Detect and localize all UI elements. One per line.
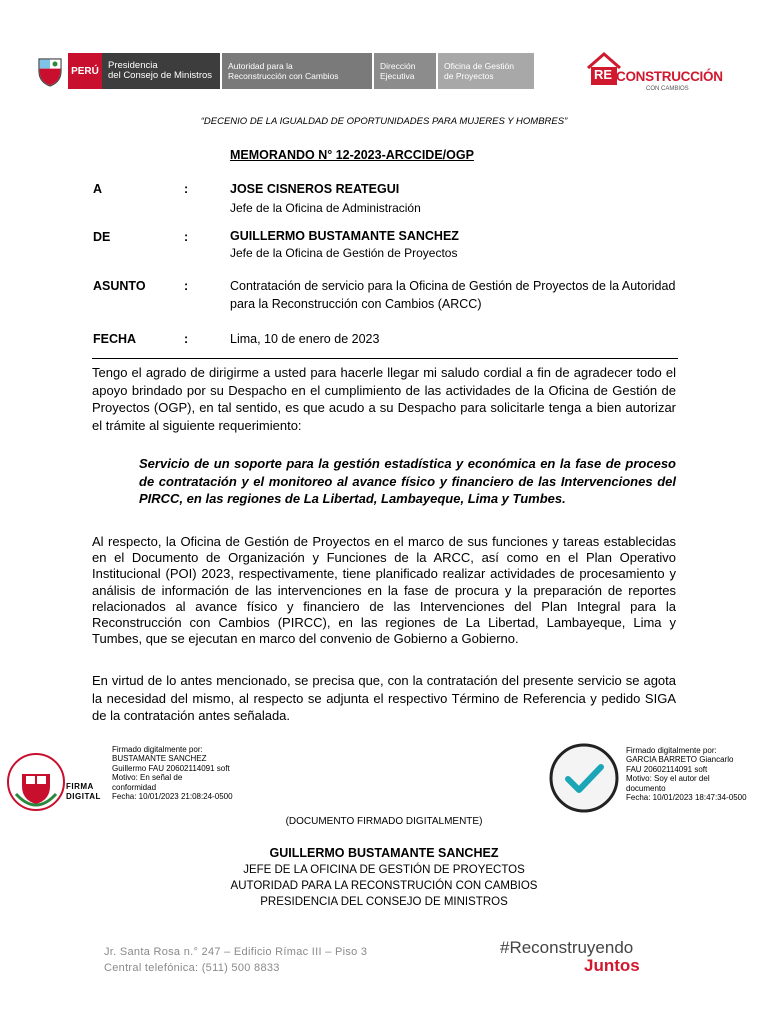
phone-line: Central telefónica: (511) 500 8833 (104, 962, 280, 974)
ogp-segment (438, 53, 534, 89)
signature-check-icon (548, 742, 620, 814)
to-role: Jefe de la Oficina de Administración (230, 201, 421, 215)
from-name: GUILLERMO BUSTAMANTE SANCHEZ (230, 229, 459, 243)
date-label: FECHA (93, 332, 137, 346)
footer-juntos: Juntos (584, 956, 640, 975)
arcc-label: Autoridad para la Reconstrucción con Cambios (228, 61, 339, 81)
paragraph-3: En virtud de lo antes mencionado, se precisa que, con la contratación del presente servicio se agota la necesidad del mismo, al respecto se adjunta el respectivo Término de Referencia y pedido SIGA de la contratación antes señalada. (92, 673, 676, 723)
ogp-label: Oficina de Gestión de Proyectos (444, 61, 514, 81)
sig-right-line: Fecha: 10/01/2023 18:47:34-0500 (626, 793, 747, 803)
direccion-segment (374, 53, 436, 89)
address-line: Jr. Santa Rosa n.° 247 – Edificio Rímac III – Piso 3 (104, 946, 368, 958)
signer-name: GUILLERMO BUSTAMANTE SANCHEZ (269, 846, 499, 860)
sig-left-line: Guillermo FAU 20602114091 soft (112, 763, 230, 773)
pcm-label: Presidencia del Consejo de Ministros (108, 60, 213, 81)
to-name: JOSE CISNEROS REATEGUI (230, 182, 400, 196)
signer-org: AUTORIDAD PARA LA RECONSTRUCIÓN CON CAMBIOS (230, 880, 538, 892)
subject-line-1: Contratación de servicio para la Oficina de Gestión de Proyectos de la Autoridad (230, 279, 676, 293)
signer-title: JEFE DE LA OFICINA DE GESTIÓN DE PROYECTOS (243, 864, 525, 876)
colon: : (184, 279, 189, 293)
footer-address (104, 944, 367, 976)
signature-left-details (112, 745, 233, 801)
colon: : (184, 230, 189, 244)
signer-ministry: PRESIDENCIA DEL CONSEJO DE MINISTROS (260, 896, 508, 908)
peru-label: PERÚ (68, 53, 102, 89)
subject-line-2: para la Reconstrucción con Cambios (ARCC) (230, 297, 482, 311)
colon: : (184, 182, 189, 196)
subject-label: ASUNTO (93, 279, 146, 293)
document-signed-note: (DOCUMENTO FIRMADO DIGITALMENTE) (285, 816, 483, 827)
logo-sub: CON CAMBIOS (646, 86, 689, 92)
sig-right-line: Motivo: Soy el autor del (626, 774, 710, 784)
paragraph-2: Al respecto, la Oficina de Gestión de Proyectos en el marco de sus funciones y tareas establecidas en el Documento de Organización y Funciones de la ARCC, así como en el Plan Operativo Institucional (POI) 2023, respectivamente, tiene planificado realizar actividades de procesamiento y análisis de información de las intervenciones en la fase de procura y la preparación de reportes relacionados al avance físico y financiero de las Intervenciones del Plan Integral para la Reconstrucción con Cambios (PIRCC), en las regiones de La Libertad, Lambayeque, Lima y Tumbes, que se ejecutan en marco del convenio de Gobierno a Gobierno. (92, 534, 676, 647)
sig-right-line: GARCIA BARRETO Giancarlo (626, 755, 734, 765)
colon: : (184, 332, 189, 346)
date-value: Lima, 10 de enero de 2023 (230, 332, 380, 346)
from-role: Jefe de la Oficina de Gestión de Proyectos (230, 246, 458, 260)
signature-right-details (626, 746, 747, 802)
logo-re: RE (594, 67, 613, 82)
direccion-label: Dirección Ejecutiva (380, 61, 416, 81)
to-label: A (93, 182, 103, 196)
sig-left-line: BUSTAMANTE SANCHEZ (112, 754, 207, 764)
footer-hashtag: #Reconstruyendo (500, 938, 634, 957)
government-header-bar (36, 53, 534, 89)
firma-digital-stamp (6, 744, 106, 818)
pcm-segment (102, 53, 220, 89)
sig-left-line: conformidad (112, 782, 157, 792)
sig-right-line: Firmado digitalmente por: (626, 746, 717, 755)
firma-digital-label: FIRMA DIGITAL (66, 782, 101, 801)
reconstruccion-logo (586, 52, 723, 98)
firma-digital-seal-icon (6, 744, 106, 818)
requirement-bullet: Servicio de un soporte para la gestión estadística y económica en la fase de proceso de contratación y el monitoreo al avance físico y financiero de las Intervenciones del PIRCC, en las regiones de La Libertad, Lambayeque, Lima y Tumbes. (139, 456, 676, 506)
divider (92, 358, 678, 359)
decenio-motto: “DECENIO DE LA IGUALDAD DE OPORTUNIDADES PARA MUJERES Y HOMBRES” (200, 116, 568, 127)
sig-right-line: documento (626, 783, 666, 793)
arcc-segment (222, 53, 372, 89)
sig-left-line: Fecha: 10/01/2023 21:08:24-0500 (112, 792, 233, 802)
memo-title: MEMORANDO N° 12-2023-ARCCIDE/OGP (230, 148, 474, 162)
paragraph-1: Tengo el agrado de dirigirme a usted para hacerle llegar mi saludo cordial a fin de agradecer todo el apoyo brindado por su Despacho en el cumplimiento de las actividades de la Oficina de Gestión de Proyectos (OGP), en tal sentido, es que acudo a su Despacho para solicitarle tenga a bien autorizar el trámite al siguiente requerimiento: (92, 365, 676, 433)
peru-coat-of-arms-icon (36, 55, 64, 87)
sig-left-line: Motivo: En señal de (112, 773, 183, 783)
logo-main: CONSTRUCCIÓN (616, 69, 723, 84)
sig-left-line: Firmado digitalmente por: (112, 745, 203, 754)
from-label: DE (93, 230, 111, 244)
sig-right-line: FAU 20602114091 soft (626, 764, 708, 774)
